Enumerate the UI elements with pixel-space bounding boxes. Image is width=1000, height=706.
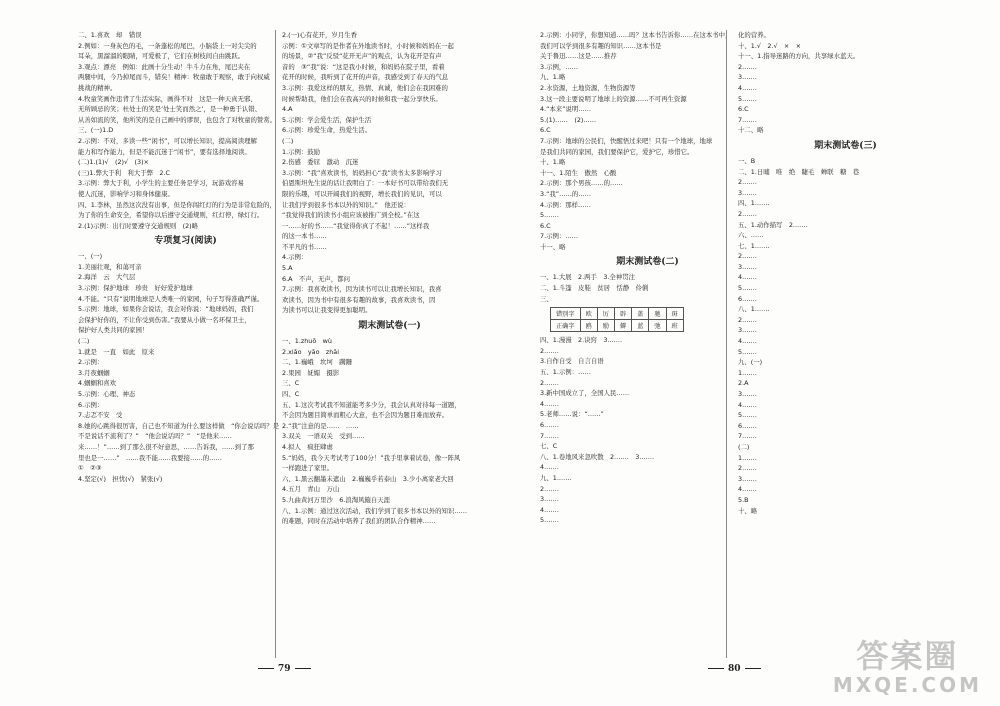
table-cell: 鸥 xyxy=(580,320,597,332)
answer-line: 4.…… xyxy=(738,485,757,494)
answer-line: “我觉得我们的读书小组应该被推广到全校。”在这 xyxy=(282,211,420,220)
answer-line: 5.…… xyxy=(540,516,559,525)
answer-line: 2.…… xyxy=(738,464,757,473)
answer-line: 一、1.zhuō wù xyxy=(282,337,332,346)
answer-line: 5.示例：心理、神态 xyxy=(78,390,136,398)
answer-line: 4.“本来”说明…… xyxy=(540,105,592,114)
answer-line: 一……好的书……“我觉得你真了不起！……”这样我 xyxy=(282,221,430,230)
column-1 xyxy=(78,30,293,658)
answer-line: 十、1.略 xyxy=(540,158,566,167)
column-divider xyxy=(726,30,727,658)
answer-line: 3.这一段主要说明了地球上的资源……不可再生资源 xyxy=(540,94,687,103)
answer-line: 3.…… xyxy=(738,474,757,483)
answer-line: 6.…… xyxy=(738,294,757,303)
answer-line: 2.…… xyxy=(540,378,559,387)
answer-line: 4.…… xyxy=(738,83,757,92)
answer-line: 1.…… xyxy=(738,453,757,462)
answer-line: 二、1.斗篷 皮鞋 贫居 恬静 伶俐 xyxy=(540,284,649,293)
answer-line: 十、略 xyxy=(738,506,758,515)
answer-line: 6.A 不声，无声，都问 xyxy=(282,274,350,283)
answer-line: 2.“我”注意的是…… …… xyxy=(282,421,359,430)
table-cell: 错别字 xyxy=(551,308,581,320)
table-cell: 弛 xyxy=(649,320,666,332)
answer-line: 2.(1)示例：出行时要遵守交通规则 (2)略 xyxy=(78,221,199,230)
answer-line: (二) xyxy=(282,136,294,145)
answer-line: 5.A xyxy=(282,264,293,273)
answer-line: 二、1.巍峨 坎坷 蹒跚 xyxy=(282,358,353,367)
answer-line: ① ②③ xyxy=(78,464,102,473)
answer-line: 不是说话不流利了？” “他会说话吗？” “是他来…… xyxy=(78,432,232,441)
answer-line: 七、1.…… xyxy=(738,241,770,250)
answer-line: 6.示例：珍爱生命，热爱生活。 xyxy=(282,126,372,135)
answer-line: 7.…… xyxy=(738,432,757,441)
answer-line: 1.示例：鼓励 xyxy=(282,147,321,156)
answer-line: 4.不能。“只有”说明地球是人类唯一的家园，句子写得准确严谨。 xyxy=(78,294,264,303)
answer-line: 4.…… xyxy=(540,463,559,472)
answer-line: 4.坚定(√) 担忧(√) 紧张(√) xyxy=(78,474,163,483)
answer-line: 里也是一……” ……我不能……我要接……的…… xyxy=(78,453,222,462)
answer-line: 八、1.示例：通过这次活动，我们学到了很多书本以外的知识…… xyxy=(282,506,468,515)
table-cell: 班 xyxy=(666,320,683,332)
answer-line: 八、1.…… xyxy=(738,305,770,314)
answer-line: 3.示例：弊大于利，小学生的主要任务是学习，玩游戏容易 xyxy=(78,179,244,188)
answer-line: 3.…… xyxy=(738,390,757,398)
answer-line: 耳朵，黑溜溜的眼睛，可爱极了，它们在树枝间自由跳跃。 xyxy=(78,52,245,61)
answer-line: 二、1.喜欢 却 错误 xyxy=(78,31,142,39)
answer-line: 3.示例：“我”喜欢读书，妈妈担心“我”读书太多影响学习 xyxy=(282,168,442,177)
answer-line: 能力和写作能力，但是不能沉迷于“闲书”，要有选择地阅读。 xyxy=(78,147,251,156)
answer-line: 3.观点：漂亮 例如：此画十分生动！牛斗力在角，尾巴夹在 xyxy=(78,62,251,71)
page-number-left xyxy=(254,664,315,674)
answer-line: 三、C xyxy=(282,379,300,388)
answer-line: 2.示例：那个男孩……的…… xyxy=(540,179,623,188)
answer-line: 7.示例：我喜欢读书，因为读书可以让我增长知识，我喜 xyxy=(282,285,442,294)
answer-line: 3.…… xyxy=(738,73,757,82)
answer-line: 1.就是 一直 如此 原来 xyxy=(78,347,155,356)
page-number-right xyxy=(704,664,765,674)
answer-line: 7.示例：地球的公民们，快醒悟过来吧！只有一个地球，地球 xyxy=(540,136,713,145)
answer-line: 3.…… xyxy=(738,326,757,335)
answer-line: 4.…… xyxy=(738,273,757,282)
answer-line: 1.美丽壮观，和蔼可亲 xyxy=(78,262,142,271)
page-number-text: 80 xyxy=(728,664,741,674)
answer-line: 让我们学到很多书本以外的知识。” 他还说： xyxy=(282,200,410,209)
answer-line: 6.C xyxy=(540,221,551,230)
column-3 xyxy=(540,30,755,658)
answer-line: 3.月夜蝈蝈 xyxy=(78,368,110,377)
answer-line: 保护好人类共同的家园！ xyxy=(78,326,149,335)
correction-table xyxy=(550,307,684,332)
answer-line: 会保护好你的，不让你受到伤害。”我要从小做一名环保卫士， xyxy=(78,315,251,324)
answer-line: 六、1.黑云翻墨未遮山 2.巍巍乎若泰山 3.少小离家老大回 xyxy=(282,474,454,483)
answer-line: 5.…… xyxy=(738,347,757,356)
answer-line: (二) xyxy=(738,442,750,451)
answer-line: 无所顾忌的笑；杜处士的笑是‘处士笑而然之’，是一种勇于认错、 xyxy=(78,105,261,114)
answer-line: 4.…… xyxy=(540,505,559,514)
column-4 xyxy=(738,30,953,658)
answer-line: (二)1.(1)√ (2)√ (3)× xyxy=(78,158,149,167)
answer-line: 十二、略 xyxy=(738,126,764,135)
answer-line: 3.“我”……的…… xyxy=(540,189,592,198)
table-cell: 驰 xyxy=(649,308,666,320)
answer-line: 从善如流的笑，他所笑的是自己画中的谬误，也包含了对牧童的赞赏。 xyxy=(78,115,277,124)
answer-line: 5.示例：地球，如果你会说话，我会对你说：“地球妈妈，我们 xyxy=(78,305,254,314)
answer-line: 四、1.漫漫 2.诀窍 3.…… xyxy=(540,336,623,345)
answer-line: 的场景，②“我”反驳“花开无声”的观点，认为花开是有声 xyxy=(282,52,442,61)
answer-line: 5.九曲黄河万里沙 6.浪淘风簸自天涯 xyxy=(282,495,391,504)
table-cell: 僻 xyxy=(614,320,631,332)
answer-line: 九、1.略 xyxy=(540,73,566,82)
answer-line: 2.…… xyxy=(738,62,757,71)
answer-line: 一样跑进了家里。 xyxy=(282,464,334,473)
answer-line: 关于鲁迅……这是……推荐 xyxy=(540,52,617,61)
answer-line: 九、(一) xyxy=(738,358,763,367)
answer-line: 4.A xyxy=(282,105,293,114)
answer-line: 五、1.动作描写 2.…… xyxy=(738,220,808,229)
answer-line: 4.五月 青山 万山 xyxy=(282,485,340,494)
answer-line: 4.蝈蝈和喜欢 xyxy=(78,379,117,388)
answer-line: 5.…… xyxy=(738,284,757,293)
answer-line: 3.…… xyxy=(738,188,757,197)
answer-line: 为了你的生命安全，希望你以后遵守交通规则，红灯停，绿灯行。 xyxy=(78,211,264,220)
answer-line: 一、B xyxy=(738,156,756,165)
answer-line: 7.…… xyxy=(738,115,757,124)
answer-line: 使人沉迷，影响学习和身体健康。 xyxy=(78,189,174,198)
table-cell: 蓝 xyxy=(632,320,649,332)
table-cell: 斑 xyxy=(666,308,683,320)
answer-line: 十、1.√ 2.√ × × xyxy=(738,41,802,50)
column-divider xyxy=(275,30,276,658)
answer-line: 十一、1.指导迷路的方向，共享绿水蓝天。 xyxy=(738,52,860,61)
answer-line: 四、1.…… xyxy=(738,199,770,208)
answer-line: 6.C xyxy=(540,126,551,135)
answer-line: 伯恩斯坦先生说的话让我明白了：一本好书可以带给我们无 xyxy=(282,179,449,188)
answer-line: 我们可以学到很多有趣的知识……这本书是 xyxy=(540,41,662,50)
answer-line: 四、C xyxy=(282,390,300,398)
answer-line: 3.示例：我爱这样的朋友，热情、真诚，他们会在我困难的 xyxy=(282,83,448,92)
answer-line: 5.“妈妈，我今天考试考了100分！”我手里拿着试卷，像一阵风 xyxy=(282,453,461,462)
answer-line: 限的乐趣，可以开阔我们的视野，增长我们的见识，可以 xyxy=(282,189,442,198)
right-page xyxy=(500,0,1000,706)
answer-line: 2.…… xyxy=(738,178,757,187)
watermark-sub-text: MXQE.COM xyxy=(832,673,982,697)
answer-line: 八、1.卷地风来忽吹散 2.…… 3.…… xyxy=(540,452,655,461)
answer-line: 2.…… xyxy=(738,209,757,218)
answer-line: 一、1.大展 2.两手 3.全神贯注 xyxy=(540,273,635,282)
answer-line: 十一、略 xyxy=(540,242,566,251)
answer-line: 四、1.李林，虽然这次没有出事，但是你闯红灯的行为是非常危险的， xyxy=(78,200,276,209)
answer-line: 2.…… xyxy=(540,484,559,493)
answer-line: 九、1.…… xyxy=(540,473,572,482)
table-cell: 辟 xyxy=(614,308,631,320)
table-cell: 励 xyxy=(597,320,614,332)
answer-line: 3.新中国成立了，全国人民…… xyxy=(540,389,630,398)
answer-line: 为读书可以让我变得更加聪明。 xyxy=(282,306,372,315)
answer-line: 化的营养。 xyxy=(738,31,770,39)
answer-line: (三)1.弊大于利 利大于弊 2.C xyxy=(78,168,170,177)
answer-line: 2.示例： xyxy=(78,358,104,367)
answer-line: 7.示例：…… xyxy=(540,232,579,241)
answer-line: 5.…… xyxy=(540,211,559,220)
answer-line: 5.…… xyxy=(738,411,757,420)
answer-line: 2.例如：一身灰色的毛，一条蓬松的尾巴，小脑袋上一对尖尖的 xyxy=(78,41,257,50)
answer-line: 3.示例，…… xyxy=(540,62,579,71)
answer-line: 来……！”……到了那么很不好意思，……告诉我，……到了那 xyxy=(78,442,254,451)
answer-line: 5.示例：学会爱生活，保护生活 xyxy=(282,115,372,124)
answer-line: 4.…… xyxy=(738,337,757,346)
answer-line: 3.…… xyxy=(738,262,757,271)
answer-line: 2.…… xyxy=(540,346,559,355)
answer-line: 1.…… xyxy=(738,368,757,377)
answer-line: 一、(一) xyxy=(78,252,103,261)
answer-line: 是我们共同的家园，我们要保护它，爱护它，珍惜它。 xyxy=(540,147,694,156)
answer-line: 的难题，同时在活动中培养了我们的团队合作精神…… xyxy=(282,517,436,526)
table-row xyxy=(551,320,684,332)
answer-line: 6.C xyxy=(738,105,749,114)
answer-line: 六、…… xyxy=(738,231,764,240)
answer-line: 七、C xyxy=(540,442,558,451)
answer-line: 3.自作自受 自言自语 xyxy=(540,357,604,366)
section-heading: 期末测试卷(一) xyxy=(358,321,421,332)
answer-line: 不平凡的书…… xyxy=(282,242,327,251)
answer-line: 3.双关 一语双关 受到…… xyxy=(282,432,365,441)
answer-line: 三、 xyxy=(540,294,553,303)
table-cell: 盖 xyxy=(632,308,649,320)
answer-line: 6.示例： xyxy=(78,400,104,409)
answer-line: 3.示例：保护地球 珍贵 好好爱护地球 xyxy=(78,284,193,293)
answer-line: 4.示例： xyxy=(282,253,308,262)
answer-line: 五、1.这次考试我不知道能考多少分，我会认真对待每一道题， xyxy=(282,400,461,409)
answer-line: 4.示例：那样…… xyxy=(540,200,591,209)
answer-line: 2.A xyxy=(738,379,749,388)
answer-line: 二、1.日晡 唯 绝 睫毛 蝉联 糖 巷 xyxy=(738,167,860,176)
answer-line: 音的 ③“我”说：“这是我小时候，和妈妈在院子里，看着 xyxy=(282,62,445,71)
answer-line: 2.示例：不对，多读一些“闲书”，可以增长知识，提高阅读理解 xyxy=(78,136,257,145)
answer-line: 8.她的心跳得很厉害，自己也不知道为什么要这样做 “你会说话吗？是 xyxy=(78,421,280,430)
answer-line: 5.(1)…… (2)…… xyxy=(540,115,597,124)
answer-line: (二) xyxy=(78,337,90,346)
answer-line: 6.…… xyxy=(540,421,559,429)
table-cell: 欧 xyxy=(580,308,597,320)
answer-line: 示例：①文章写的是作者在外地读书时，小时候和妈妈在一起 xyxy=(282,41,454,50)
answer-line: 十一、1.陌生 傲然 心酸 xyxy=(540,168,617,177)
answer-line: 2.xiǎo yāo zhāi xyxy=(282,347,339,356)
answer-line: 2.海洋 云 大气层 xyxy=(78,273,136,282)
answer-line: 2.果园 妩媚 摄影 xyxy=(282,368,340,377)
answer-line: 欢读书，因为书中有很多有趣的故事，我喜欢读书，因 xyxy=(282,295,436,304)
answer-line: 6.…… xyxy=(738,421,757,430)
answer-line: 挑战的精神。 xyxy=(78,83,117,92)
column-2 xyxy=(282,30,497,658)
table-cell: 厉 xyxy=(597,308,614,320)
answer-line: 2.…… xyxy=(738,315,757,324)
section-heading: 期末测试卷(二) xyxy=(616,257,679,268)
answer-line: 三、(一)1.D xyxy=(78,126,114,135)
answer-line: 2.示例：小同学，你想知道……吗？这本书告诉你……在这本书中， xyxy=(540,31,732,39)
answer-line: 4.…… xyxy=(540,399,559,408)
answer-line: 五、1.示例：…… xyxy=(540,368,591,377)
page-number-text: 79 xyxy=(278,664,291,674)
answer-line: 5.…… xyxy=(738,94,757,103)
answer-line: 的这一本书…… xyxy=(282,232,327,241)
answer-line: 2.…… xyxy=(738,252,757,261)
answer-line: 两腿中间，今乃掉尾而斗，错矣！精神：牧童敢于观察，敢于向权威 xyxy=(78,73,270,82)
section-heading: 专项复习(阅读) xyxy=(154,236,217,247)
answer-line: 花开的时候，我听到了花开的声音，我感受到了春天的气息 xyxy=(282,73,449,82)
answer-line: 7.忐忑不安 受 xyxy=(78,411,123,420)
answer-line: 3.…… xyxy=(540,495,559,504)
answer-line: 时候帮助我，他们会在我高兴的时候和我一起分享快乐。 xyxy=(282,94,442,103)
watermark-logo xyxy=(833,638,982,696)
answer-line: 7.…… xyxy=(540,431,559,440)
table-row xyxy=(551,308,684,320)
table-cell: 正确字 xyxy=(551,320,581,332)
answer-line: 5.老师……说：“……” xyxy=(540,410,604,419)
answer-line: 4.牧童笑画作违背了生活实际，画得不对 这是一种天真无邪、 xyxy=(78,94,257,103)
answer-line: 2.伤感 委屈 激动 沉迷 xyxy=(282,158,359,167)
watermark-main-text: 答案圈 xyxy=(856,637,959,675)
answer-line: 4.拟人 疯狂肆虐 xyxy=(282,442,333,451)
answer-line: 4.…… xyxy=(738,400,757,409)
answer-line: 2.(一)心有花开，岁月生香 xyxy=(282,31,357,39)
answer-line: 2.水资源，土地资源，生物资源等 xyxy=(540,83,636,92)
section-heading: 期末测试卷(三) xyxy=(814,140,877,151)
answer-line: 不会因为题目简单而粗心大意，也不会因为题目难而放弃。 xyxy=(282,411,449,420)
answer-line: 5.B xyxy=(738,495,749,504)
